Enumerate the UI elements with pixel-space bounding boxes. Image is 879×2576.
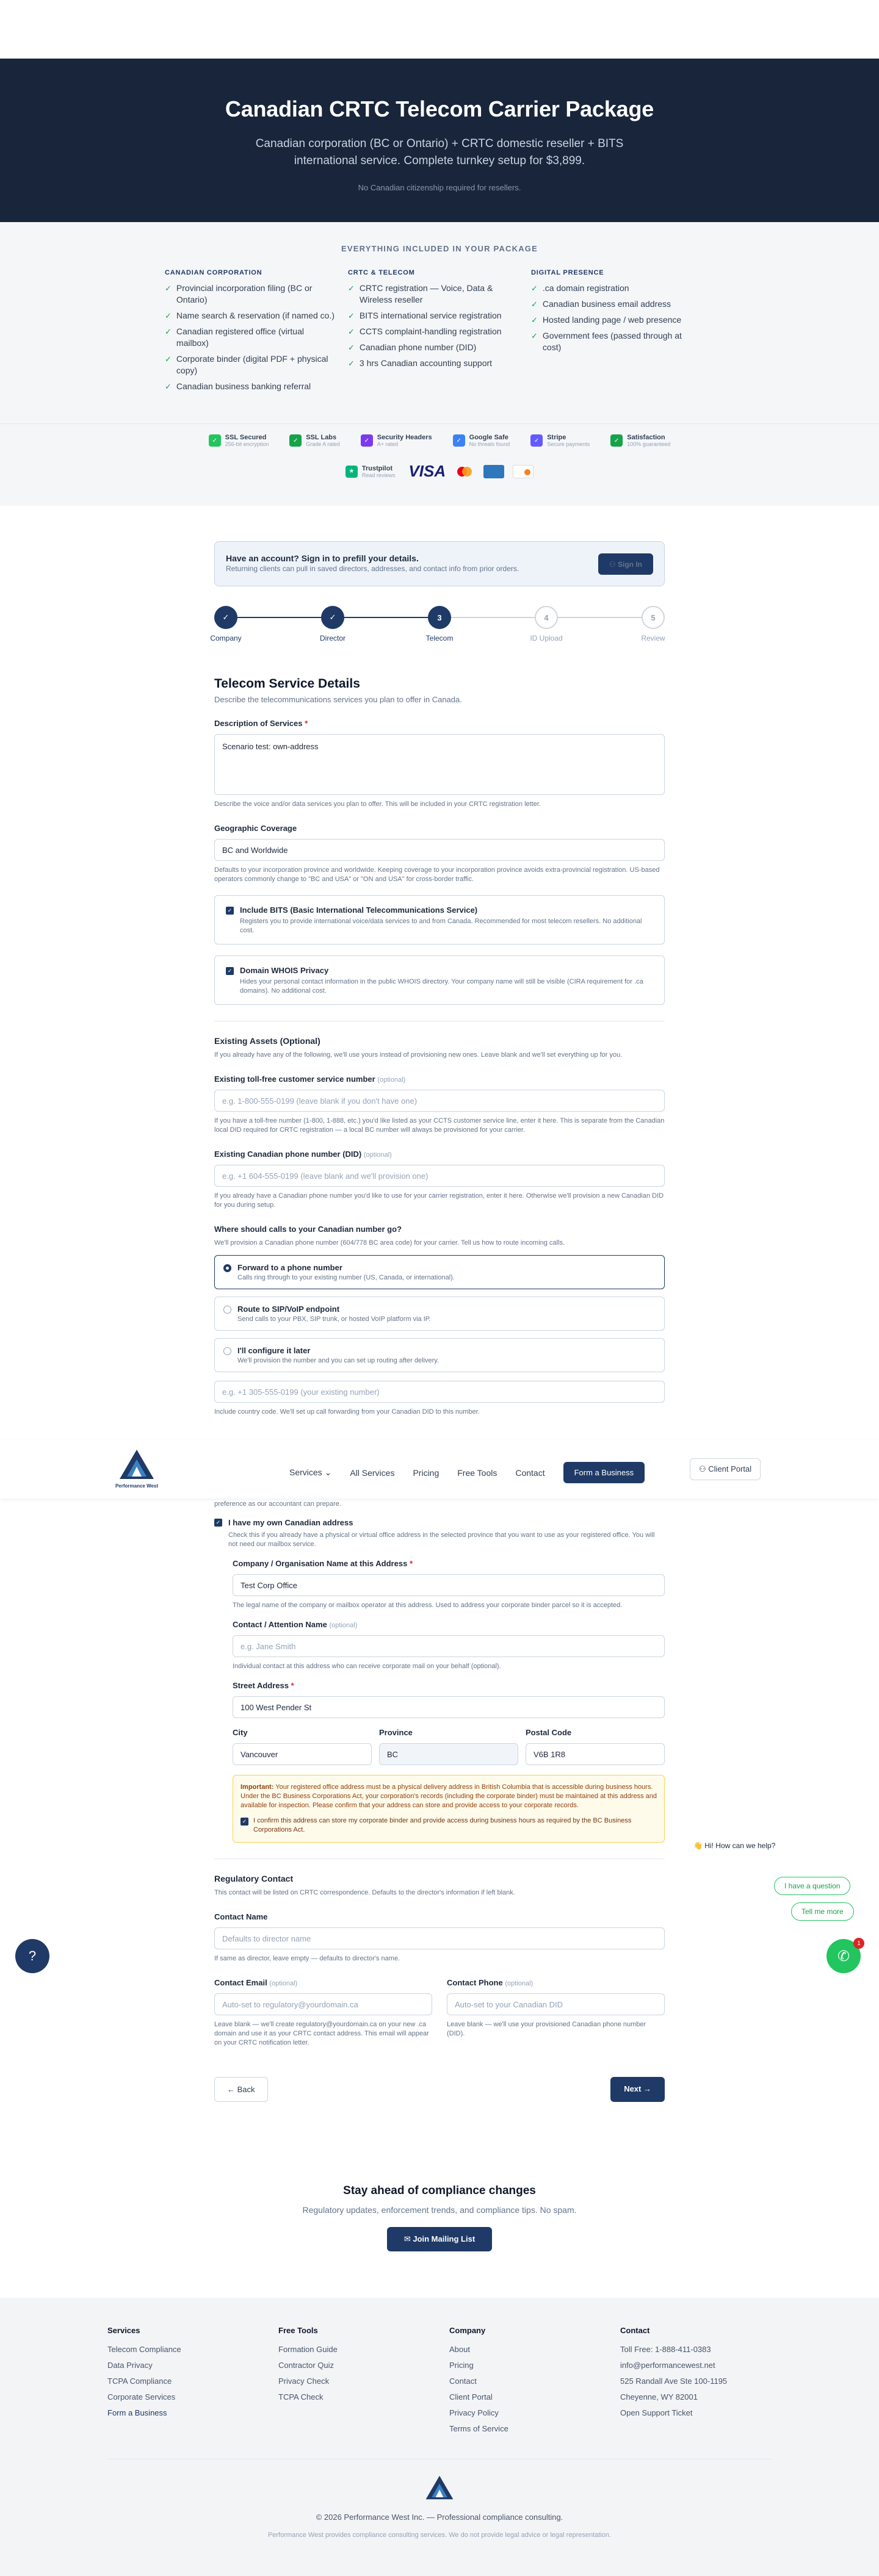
trust-badge-title: Google Safe	[469, 434, 508, 441]
shield-icon: ✓	[361, 434, 373, 447]
did-help: If you already have a Canadian phone number you'd like to use for your carrier registration, enter it here. Otherwise we'll provision a new Canadian DID for you during setup.	[214, 1192, 664, 1209]
footer-link[interactable]: Client Portal	[449, 2392, 493, 2402]
footer-heading: Services	[107, 2326, 140, 2335]
client-portal-label: Client Portal	[708, 1464, 752, 1473]
check-icon: ✓	[165, 311, 172, 320]
hero-banner	[0, 59, 879, 222]
arrow-left-icon: ←	[227, 2085, 237, 2094]
regulatory-heading: Regulatory Contact	[214, 1874, 294, 1883]
trust-badge-title: Satisfaction	[627, 434, 665, 441]
check-icon: ✓	[531, 300, 538, 309]
footer-bottom	[107, 2459, 772, 2539]
trust-badge[interactable]	[209, 434, 269, 447]
footer-link[interactable]: TCPA Check	[278, 2392, 324, 2402]
sticky-navbar	[0, 1440, 879, 1498]
tollfree-input[interactable]: e.g. 1-800-555-0199 (leave blank if you don't have one)	[214, 1090, 665, 1112]
step-circle: 4	[535, 606, 558, 629]
check-icon: ✓	[531, 331, 538, 340]
package-item	[348, 358, 519, 369]
hero-note: No Canadian citizenship required for resellers.	[358, 183, 521, 192]
whois-checkbox[interactable]: ✓	[226, 967, 234, 975]
org-label: Company / Organisation Name at this Address *	[233, 1559, 413, 1568]
own-address-checkbox[interactable]: ✓	[214, 1519, 222, 1527]
trust-badge-sub: No threats found	[469, 441, 510, 447]
package-item	[531, 330, 702, 353]
city-label: City	[233, 1728, 248, 1737]
forward-radio[interactable]	[223, 1264, 231, 1272]
check-icon: ✓	[348, 311, 355, 320]
check-icon: ✓	[165, 354, 172, 364]
trust-badge-title: SSL Secured	[225, 434, 267, 441]
check-icon: ✓	[165, 284, 172, 293]
contact-name-input[interactable]: Defaults to director name	[214, 1927, 665, 1949]
package-item-text: Name search & reservation (if named co.)	[176, 311, 335, 320]
warning-strong: Important:	[241, 1783, 274, 1791]
visa-logo: VISA	[408, 462, 446, 480]
footer-link[interactable]: Corporate Services	[107, 2392, 176, 2402]
package-item	[348, 326, 519, 337]
footer-link[interactable]: About	[449, 2345, 470, 2354]
mail-icon: ✉	[403, 2234, 413, 2243]
mastercard-icon	[454, 465, 475, 478]
whois-title: Domain WHOIS Privacy	[240, 966, 329, 975]
footer-link[interactable]: Toll Free: 1-888-411-0383	[620, 2345, 711, 2354]
package-columns	[165, 269, 714, 397]
step-connector	[451, 617, 535, 618]
trust-badge-title: Security Headers	[377, 434, 432, 441]
footer-link[interactable]: 525 Randall Ave Ste 100-1195	[620, 2376, 728, 2386]
footer-column	[107, 2326, 278, 2440]
tollfree-help: If you have a toll-free number (1-800, 1-888, etc.) you'd like listed as your CCTS customer service line, enter it here. This is separate from the Canadian local DID required for CRTC registration — a local BC number will always be provisioned for your carrier.	[214, 1117, 665, 1134]
step-circle: ✓	[321, 606, 344, 629]
footer	[0, 2298, 879, 2576]
footer-link[interactable]: TCPA Compliance	[107, 2376, 172, 2386]
step-review	[641, 606, 665, 642]
whois-option[interactable]	[214, 955, 665, 1005]
coverage-input[interactable]: BC and Worldwide	[214, 839, 665, 861]
step-id-upload	[530, 606, 563, 642]
package-inclusions	[0, 222, 879, 423]
footer-link[interactable]: info@performancewest.net	[620, 2361, 715, 2370]
package-item	[165, 381, 336, 392]
footer-link[interactable]: Formation Guide	[278, 2345, 338, 2354]
footer-link[interactable]: Telecom Compliance	[107, 2345, 181, 2354]
check-icon: ✓	[165, 327, 172, 336]
chat-tell-more-button[interactable]: Tell me more	[791, 1902, 854, 1921]
stripe-icon: ✓	[530, 434, 543, 447]
footer-link[interactable]: Privacy Policy	[449, 2408, 499, 2417]
package-item	[165, 326, 336, 349]
package-column-heading: DIGITAL PRESENCE	[531, 269, 604, 276]
routing-desc: We'll provision a Canadian phone number (604/778 BC area code) for your carrier. Tell us how to route incoming calls.	[214, 1239, 565, 1247]
contact-phone-help: Leave blank — we'll use your provisioned Canadian phone number (DID).	[447, 2021, 646, 2037]
newsletter-title: Stay ahead of compliance changes	[343, 2184, 536, 2197]
join-mailing-list-button[interactable]	[387, 2227, 492, 2251]
signin-title: Have an account? Sign in to prefill your details.	[226, 553, 419, 563]
package-item-text: CCTS complaint-handling registration	[359, 326, 502, 336]
sign-in-button[interactable]	[598, 553, 653, 575]
step-label: Company	[210, 634, 242, 642]
ssl-labs-icon: ✓	[289, 434, 302, 447]
chevron-down-icon: ⌄	[324, 1467, 332, 1477]
step-connector	[237, 617, 321, 618]
package-item-text: Provincial incorporation filing (BC or Ontario)	[176, 283, 313, 304]
regulatory-desc: This contact will be listed on CRTC correspondence. Defaults to the director's information if left blank.	[214, 1889, 515, 1896]
package-item-text: Canadian registered office (virtual mailbox)	[176, 326, 304, 348]
services-help: Describe the voice and/or data services you plan to offer. This will be included in your CRTC registration letter.	[214, 801, 541, 808]
lock-icon: ✓	[209, 434, 221, 447]
footer-link[interactable]: Data Privacy	[107, 2361, 153, 2370]
chat-greeting: 👋 Hi! How can we help?	[686, 1837, 783, 1855]
logo-mark-icon	[118, 1448, 155, 1480]
package-item	[348, 282, 519, 306]
forward-help: Include country code. We'll set up call forwarding from your Canadian DID to this number.	[214, 1408, 480, 1416]
check-icon: ✓	[348, 284, 355, 293]
satisfaction-icon: ✓	[610, 434, 623, 447]
footer-columns	[107, 2326, 791, 2440]
trust-badge-sub: A+ rated	[377, 441, 399, 447]
check-icon: ✓	[531, 284, 538, 293]
package-item-text: Government fees (passed through at cost)	[542, 331, 682, 352]
package-column	[531, 269, 714, 397]
chat-question-button[interactable]: I have a question	[774, 1877, 850, 1895]
tollfree-label: Existing toll-free customer service number (optional)	[214, 1074, 406, 1084]
help-icon[interactable]: ?	[15, 1939, 49, 1973]
sip-radio[interactable]	[223, 1306, 231, 1314]
attn-label: Contact / Attention Name (optional)	[233, 1620, 358, 1629]
package-item	[531, 282, 702, 294]
routing-option-forward[interactable]	[214, 1255, 665, 1289]
option-title: Forward to a phone number	[237, 1263, 342, 1272]
confirm-checkbox[interactable]: ✓	[241, 1818, 248, 1826]
province-label: Province	[379, 1728, 413, 1737]
hero-subtitle: Canadian corporation (BC or Ontario) + CRTC domestic reseller + BITS international service. Complete turnkey setup for $3,899.	[255, 137, 624, 167]
check-icon: ✓	[348, 359, 355, 368]
postal-input[interactable]: V6B 1R8	[526, 1743, 665, 1765]
routing-option-sip[interactable]	[214, 1297, 665, 1331]
routing-label: Where should calls to your Canadian number go?	[214, 1225, 402, 1234]
coverage-label: Geographic Coverage	[214, 824, 297, 833]
services-label: Description of Services *	[214, 719, 308, 728]
check-icon: ✓	[165, 382, 172, 391]
package-item-text: Canadian business email address	[542, 299, 671, 309]
footer-column	[449, 2326, 620, 2440]
next-label: Next	[624, 2084, 642, 2093]
org-help: The legal name of the company or mailbox operator at this address. Used to address your corporate binder parcel so it is accepted.	[233, 1602, 623, 1609]
back-button[interactable]	[214, 2077, 268, 2102]
confirm-option[interactable]	[241, 1816, 657, 1835]
sign-in-label: Sign In	[618, 559, 642, 569]
confirm-text: I confirm this address can store my corporate binder and provide access during business hours as required by the BC Business Corporations Act.	[253, 1817, 632, 1833]
step-company[interactable]	[210, 606, 242, 642]
package-column	[348, 269, 531, 397]
later-radio[interactable]	[223, 1347, 231, 1355]
contact-email-help: Leave blank — we'll create regulatory@yourdomain.ca on your new .ca domain and use it as your CRTC contact address. This email will appear on your CRTC notification letter.	[214, 2021, 429, 2046]
package-item-text: 3 hrs Canadian accounting support	[359, 358, 493, 368]
package-item	[165, 282, 336, 306]
disclaimer: Performance West provides compliance consulting services. We do not provide legal advice or legal representation.	[267, 2531, 612, 2539]
contact-name-label: Contact Name	[214, 1912, 268, 1921]
nav-links	[289, 1462, 645, 1483]
telecom-desc: Describe the telecommunications services you plan to offer in Canada.	[214, 695, 462, 704]
street-input[interactable]: 100 West Pender St	[233, 1696, 665, 1718]
google-safe-icon: ✓	[453, 434, 465, 447]
trustpilot-badge[interactable]	[345, 465, 396, 478]
step-circle: 5	[642, 606, 665, 629]
footer-link[interactable]: Terms of Service	[449, 2424, 508, 2433]
payment-row	[0, 462, 879, 481]
trust-badge-sub: 100% guaranteed	[627, 441, 671, 447]
hero-title: Canadian CRTC Telecom Carrier Package	[225, 96, 654, 121]
newsletter	[0, 2184, 879, 2251]
footer-link[interactable]: Contact	[449, 2376, 477, 2386]
option-title: Route to SIP/VoIP endpoint	[237, 1304, 340, 1314]
package-item	[165, 310, 336, 322]
user-icon: ⚇	[699, 1464, 709, 1473]
address-fields	[233, 1559, 665, 1843]
package-eyebrow: EVERYTHING INCLUDED IN YOUR PACKAGE	[341, 244, 538, 253]
package-item-text: Canadian phone number (DID)	[359, 342, 477, 352]
option-desc: Send calls to your PBX, SIP trunk, or hosted VoIP platform via IP.	[237, 1315, 431, 1323]
city-input[interactable]: Vancouver	[233, 1743, 372, 1765]
footer-heading: Contact	[620, 2326, 650, 2335]
footer-link[interactable]: Privacy Check	[278, 2376, 330, 2386]
own-address-desc: Check this if you already have a physical or virtual office address in the selected province that you want to use as your registered office. You will not need our mailbox service.	[228, 1531, 655, 1548]
footer-link[interactable]: Form a Business	[107, 2408, 167, 2417]
progress-stepper	[210, 606, 665, 647]
registered-office-warning	[233, 1775, 665, 1843]
trust-badge-title: SSL Labs	[306, 434, 337, 441]
did-input[interactable]: e.g. +1 604-555-0199 (leave blank and we'll provision one)	[214, 1165, 665, 1187]
attn-input[interactable]: e.g. Jane Smith	[233, 1635, 665, 1657]
attn-help: Individual contact at this address who can receive corporate mail on your behalf (optional).	[233, 1663, 501, 1670]
package-item-text: Canadian business banking referral	[176, 381, 311, 391]
package-item	[348, 342, 519, 353]
contact-phone-input[interactable]: Auto-set to your Canadian DID	[447, 1993, 665, 2015]
bits-title: Include BITS (Basic International Telecommunications Service)	[240, 905, 478, 915]
telecom-heading: Telecom Service Details	[214, 677, 360, 691]
assets-heading: Existing Assets (Optional)	[214, 1036, 320, 1046]
package-column-heading: CANADIAN CORPORATION	[165, 269, 262, 276]
option-desc: We'll provision the number and you can set up routing after delivery.	[237, 1357, 440, 1364]
did-label: Existing Canadian phone number (DID) (optional)	[214, 1149, 392, 1159]
option-title: I'll configure it later	[237, 1346, 311, 1355]
step-label: Review	[641, 634, 665, 642]
signin-banner	[214, 541, 665, 586]
trust-badge-sub: 256-bit encryption	[225, 441, 269, 447]
package-item	[531, 314, 702, 326]
option-desc: Calls ring through to your existing number (US, Canada, or international).	[237, 1274, 455, 1281]
step-label: Telecom	[425, 634, 454, 642]
bits-option[interactable]	[214, 895, 665, 944]
footer-link[interactable]: Contractor Quiz	[278, 2361, 335, 2370]
step-connector	[558, 617, 642, 618]
trust-badge[interactable]	[453, 434, 510, 447]
own-address-title: I have my own Canadian address	[228, 1518, 353, 1527]
trust-badge-row	[0, 434, 879, 447]
trust-badge-sub: Grade A rated	[306, 441, 340, 447]
check-icon: ✓	[531, 315, 538, 325]
package-item-text: BITS international service registration	[359, 311, 502, 320]
trustpilot-sub: Read reviews	[361, 472, 396, 478]
cut-text: preference as our accountant can prepare.	[214, 1500, 341, 1508]
check-icon: ✓	[348, 327, 355, 336]
divider	[214, 1858, 665, 1859]
nav-contact[interactable]: Contact	[515, 1467, 545, 1478]
client-portal-button[interactable]	[690, 1458, 761, 1480]
nav-free-tools[interactable]: Free Tools	[457, 1467, 497, 1478]
signin-sub: Returning clients can pull in saved directors, addresses, and contact info from prior orders.	[226, 564, 519, 573]
step-circle: 3	[428, 606, 451, 629]
nav-services[interactable]: Services ⌄	[289, 1467, 332, 1477]
trust-badge[interactable]	[289, 434, 340, 447]
warning-text: Your registered office address must be a physical delivery address in British Columbia that is accessible during business hours. Under the BC Business Corporations Act, your corporation's records (including the corporate binder) must be maintained at this address and available for inspection. Please confirm that your address can store and provide access to your corporate records.	[241, 1783, 657, 1809]
trust-badges	[0, 423, 879, 506]
wave-icon: 👋	[693, 1841, 705, 1850]
services-textarea[interactable]: Scenario test: own-address	[214, 734, 665, 795]
whois-desc: Hides your personal contact information in the public WHOIS directory. Your company name will still be visible (CIRA requirement for .ca domains). No additional cost.	[240, 978, 643, 995]
step-label: Director	[319, 634, 346, 642]
footer-heading: Free Tools	[278, 2326, 318, 2335]
contact-email-phone-row	[214, 1963, 665, 2048]
footer-column	[620, 2326, 791, 2440]
footer-link[interactable]: Cheyenne, WY 82001	[620, 2392, 698, 2402]
step-telecom	[425, 606, 454, 642]
newsletter-sub: Regulatory updates, enforcement trends, and compliance tips. No spam.	[302, 2205, 577, 2215]
footer-heading: Company	[449, 2326, 486, 2335]
amex-icon	[483, 465, 504, 478]
package-item-text: Corporate binder (digital PDF + physical copy)	[176, 354, 328, 375]
package-item-text: Hosted landing page / web presence	[542, 315, 682, 325]
form-nav-buttons	[214, 2077, 665, 2102]
order-form	[210, 506, 665, 1417]
package-column-heading: CRTC & TELECOM	[348, 269, 415, 276]
address-section	[214, 1498, 665, 2102]
check-icon: ✓	[348, 343, 355, 352]
trust-badge-sub: Secure payments	[547, 441, 590, 447]
whatsapp-chat-icon[interactable]: ✆ 1	[827, 1939, 861, 1973]
package-item	[165, 353, 336, 376]
footer-logo-icon	[425, 2474, 454, 2501]
back-label: Back	[237, 2085, 255, 2094]
package-item	[531, 298, 702, 310]
contact-email-label: Contact Email (optional)	[214, 1978, 298, 1987]
trustpilot-title: Trustpilot	[361, 464, 392, 472]
footer-link[interactable]: Pricing	[449, 2361, 474, 2370]
next-button[interactable]	[610, 2077, 665, 2102]
step-circle: ✓	[214, 606, 237, 629]
arrow-right-icon: →	[641, 2084, 651, 2093]
coverage-help: Defaults to your incorporation province and worldwide. Keeping coverage to your incorporation province avoids extra-provincial registration. US-based operators commonly change to "BC and USA" or "ON and USA" for cross-border traffic.	[214, 866, 660, 883]
bits-checkbox[interactable]: ✓	[226, 907, 234, 915]
copyright: © 2026 Performance West Inc. — Professional compliance consulting.	[316, 2513, 563, 2522]
package-item-text: CRTC registration — Voice, Data & Wireless reseller	[359, 283, 493, 304]
join-label: Join Mailing List	[413, 2234, 476, 2243]
discover-icon	[513, 465, 534, 478]
trust-badge-title: Stripe	[547, 434, 566, 441]
nav-pricing[interactable]: Pricing	[413, 1467, 440, 1478]
bits-desc: Registers you to provide international voice/data services to and from Canada. Recommended for most telecom resellers. No additional cost.	[240, 918, 642, 934]
chat-badge: 1	[853, 1938, 864, 1949]
step-label: ID Upload	[530, 634, 563, 642]
form-business-button[interactable]: Form a Business	[563, 1462, 645, 1483]
forward-number-input[interactable]: e.g. +1 305-555-0199 (your existing number)	[214, 1381, 665, 1403]
contact-name-help: If same as director, leave empty — defaults to director's name.	[214, 1955, 400, 1962]
trustpilot-icon: ★	[345, 466, 358, 478]
step-director[interactable]	[319, 606, 346, 642]
package-item	[348, 310, 519, 322]
postal-label: Postal Code	[526, 1728, 572, 1737]
city-province-postal-row	[233, 1718, 665, 1765]
top-spacer	[0, 0, 879, 59]
assets-desc: If you already have any of the following, we'll use yours instead of provisioning new ones. Leave blank and we'll set everything up for you.	[214, 1051, 623, 1059]
footer-link[interactable]: Open Support Ticket	[620, 2408, 693, 2417]
contact-email-input[interactable]: Auto-set to regulatory@yourdomain.ca	[214, 1993, 432, 2015]
nav-all-services[interactable]: All Services	[350, 1467, 395, 1478]
org-input[interactable]: Test Corp Office	[233, 1574, 665, 1596]
user-icon: ⚇	[609, 559, 618, 569]
own-address-option[interactable]	[214, 1517, 665, 1549]
street-label: Street Address *	[233, 1681, 294, 1690]
trust-badge[interactable]	[361, 434, 432, 447]
routing-option-later[interactable]	[214, 1338, 665, 1372]
step-connector	[344, 617, 428, 618]
contact-phone-label: Contact Phone (optional)	[447, 1978, 534, 1987]
package-column	[165, 269, 348, 397]
province-input: BC	[379, 1743, 518, 1765]
trust-badge[interactable]	[610, 434, 670, 447]
brand-logo[interactable]	[107, 1448, 166, 1489]
footer-column	[278, 2326, 449, 2440]
package-item-text: .ca domain registration	[542, 283, 629, 293]
brand-name: Performance West	[115, 1483, 159, 1489]
trust-badge[interactable]	[530, 434, 590, 447]
